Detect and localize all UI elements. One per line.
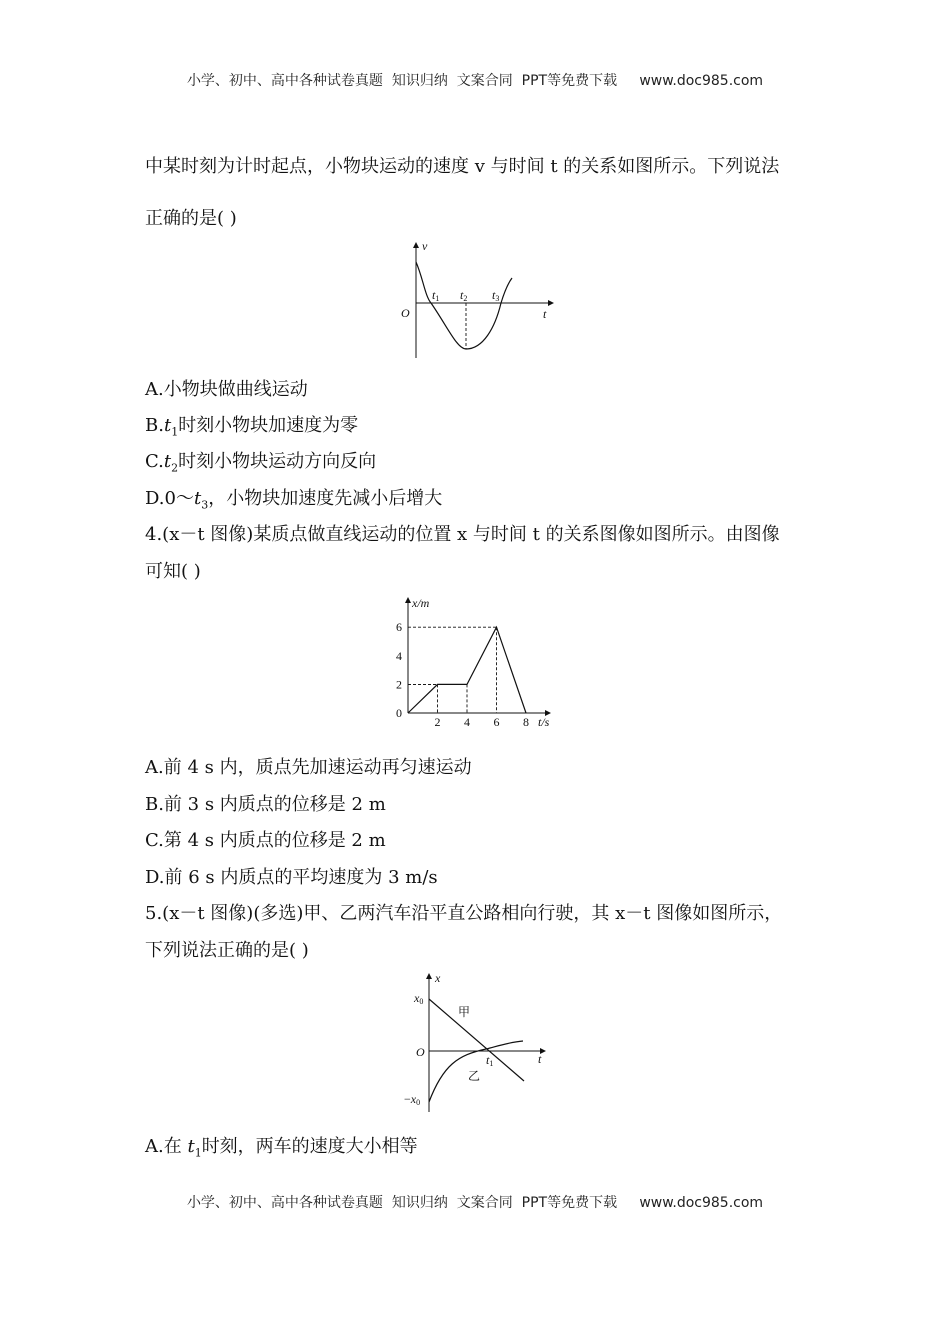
q4-x-tick-label: 4 xyxy=(464,715,470,729)
q5-t-label: t xyxy=(538,1052,542,1066)
q4-option-b: B.前 3 s 内质点的位移是 2 m xyxy=(145,794,386,815)
q4-origin-label: 0 xyxy=(396,706,402,720)
q3-t1-label: t1 xyxy=(432,288,440,303)
q4-x-tick-label: 8 xyxy=(523,715,529,729)
q3-velocity-curve xyxy=(416,262,512,349)
q5-option-a: A.在 $t_1$时刻，两车的速度大小相等 xyxy=(145,1136,418,1160)
q3-t2-label: t2 xyxy=(460,288,468,303)
q3-option-b: $B.t_1$时刻小物块加速度为零 xyxy=(145,415,359,439)
q4-xt-svg xyxy=(390,593,570,728)
q4-option-d: D.前 6 s 内质点的平均速度为 3 m/s xyxy=(145,867,438,888)
q4-y-tick-label: 6 xyxy=(396,620,402,635)
q5-x0-label: x0 xyxy=(414,991,424,1006)
page-footer: 小学、初中、高中各种试卷真题 知识归纳 文案合同 PPT等免费下载 www.doc985.com xyxy=(186,1195,764,1211)
q3-v-label: v xyxy=(422,239,428,253)
q4-option-a: A.前 4 s 内，质点先加速运动再匀速运动 xyxy=(145,757,472,778)
q4-xt-chart xyxy=(390,593,570,728)
q5-x-label: x xyxy=(435,971,441,985)
q4-stem-line1: 4.(x－t 图像)某质点做直线运动的位置 x 与时间 t 的关系图像如图所示。由图像 xyxy=(145,524,780,545)
q3-vt-figure xyxy=(395,238,565,363)
q3-option-c: $C.t_2$时刻小物块运动方向反向 xyxy=(145,451,377,475)
q3-option-a: A.小物块做曲线运动 xyxy=(145,379,308,400)
q3-vt-svg xyxy=(395,238,565,363)
q5-origin-label: O xyxy=(416,1045,425,1059)
q5-xt-figure xyxy=(398,970,568,1115)
q5-neg-x0-label: −x0 xyxy=(404,1092,421,1107)
q3-origin-label: O xyxy=(401,306,410,320)
q3-t3-label: t3 xyxy=(492,288,500,303)
q4-option-c: C.第 4 s 内质点的位移是 2 m xyxy=(145,830,386,851)
q5-yi-label: 乙 xyxy=(468,1069,481,1083)
q5-jia-label: 甲 xyxy=(458,1005,471,1019)
q4-stem-line2: 可知( ) xyxy=(145,561,201,582)
q4-y-axis-label: x/m xyxy=(412,596,430,610)
q3-option-d: $D.0\sim t_3$，小物块加速度先减小后增大 xyxy=(145,488,443,512)
q5-stem-line1: 5.(x－t 图像)(多选)甲、乙两汽车沿平直公路相向行驶，其 x－t 图像如图所示， xyxy=(145,903,783,924)
q4-x-tick-label: 6 xyxy=(493,715,500,729)
q3-stem-line1: 中某时刻为计时起点，小物块运动的速度 v 与时间 t 的关系如图所示。下列说法 xyxy=(145,156,780,177)
q4-x-axis-label: t/s xyxy=(538,715,550,729)
page-header: 小学、初中、高中各种试卷真题 知识归纳 文案合同 PPT等免费下载 www.doc985.com xyxy=(186,73,764,89)
q3-stem-line2: 正确的是( ) xyxy=(145,208,237,229)
q5-xt-svg xyxy=(398,970,568,1115)
q3-t-label: t xyxy=(543,307,547,321)
q5-t1-label: t1 xyxy=(486,1053,494,1068)
q4-y-tick-label: 4 xyxy=(396,648,402,663)
q4-x-tick-label: 2 xyxy=(434,715,441,729)
q5-stem-line2: 下列说法正确的是( ) xyxy=(145,940,309,961)
q4-y-tick-label: 2 xyxy=(396,677,402,692)
